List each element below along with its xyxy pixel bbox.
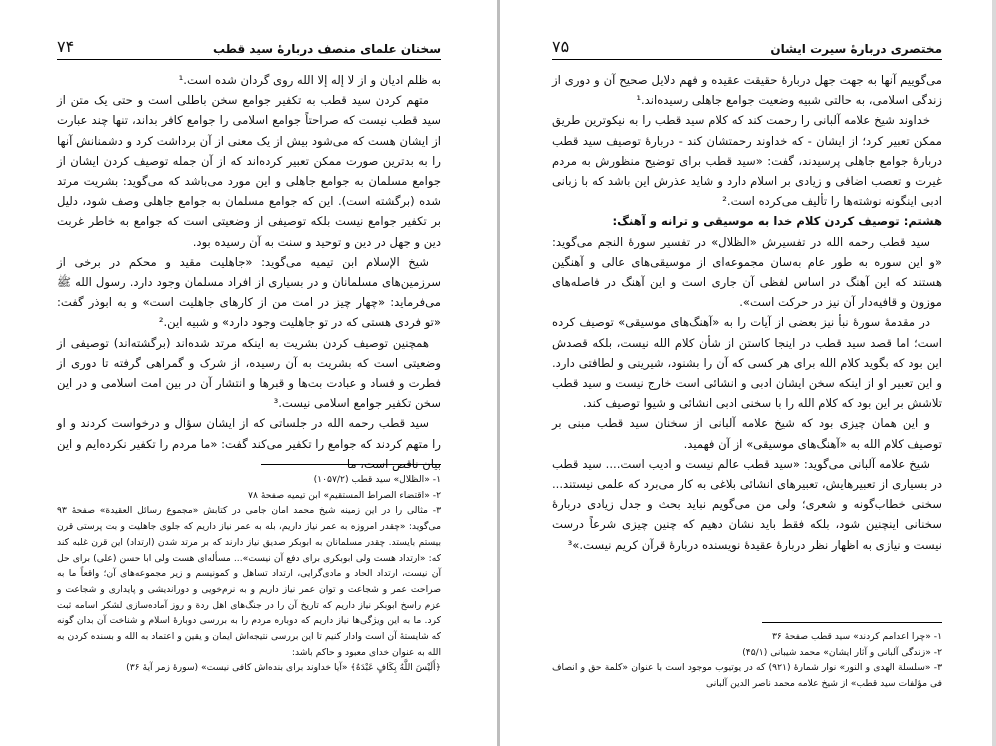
left-footnote-rule bbox=[261, 464, 441, 465]
right-page-body bbox=[552, 70, 942, 555]
paragraph: و این همان چیزی بود که شیخ علامه آلبانی از سخنان سید قطب مبنی بر توصیف کلام الله به «آهنگ‌های موسیقی» از آن فهمید. bbox=[552, 416, 942, 451]
footnote: ﴿أَلَيْسَ اللَّهُ بِكَافٍ عَبْدَهُ﴾ «آیا خداوند برای بنده‌اش کافی نیست» (سورۀ زمر آیۀ ۳۶) bbox=[126, 662, 441, 674]
right-header-rule bbox=[552, 59, 942, 60]
left-page-body bbox=[57, 70, 441, 474]
paragraph: سید قطب رحمه الله در تفسیرش «الظلال» در تفسیر سورۀ النجم می‌گوید: «و این سوره به طور عام به‌سان مجموعه‌ای از موسیقی‌های عالی و آهنگین هستند که این آهنگ در اساس لفظی آن جاری است و این آهنگ در فاصله‌های موزون و قافیه‌دار آن نیز در حرکت است». bbox=[552, 234, 942, 310]
right-page-number: ۷۵ bbox=[552, 37, 570, 56]
paragraph: شیخ الإسلام ابن تیمیه می‌گوید: «جاهلیت مقید و محکم در برخی از سرزمین‌های مسلمانان و در بسیاری از افراد مسلمان وجود دارد. رسول الله ﷺ می‌فرماید: «چهار چیز در امت من از کارهای جاهلیت است» و به ابوذر گفت: «تو فردی هستی که در تو جاهلیت وجود دارد» و شبیه این.² bbox=[57, 254, 441, 330]
footnote: ۳- «سلسلة الهدی و النور» نوار شمارۀ (۹۲۱) که در یوتیوب موجود است با عنوان «کلمة حق و انصاف فی مؤلفات سید قطب» از شیخ علامه محمد ناصر الدین آلبانی bbox=[552, 662, 942, 690]
paragraph: خداوند شیخ علامه آلبانی را رحمت کند که کلام سید قطب را به نیکوترین طریق ممکن تعبیر کرد؛ از ایشان - که خداوند رحمتشان کند - دربارۀ توصیف سید قطب دربارۀ جوامع جاهلی پرسیدند، گفت: «سید قطب برای توضیح منظورش به مردم غیرت و تعصب اضافی و زیادی بر اسلام دارد و شاید عذرش این باشد که با زبانی ادبی اینگونه نوشته‌ها را تألیف می‌کرده است.² bbox=[552, 113, 942, 209]
paragraph: شیخ علامه آلبانی می‌گوید: «سید قطب عالم نیست و ادیب است.... سید قطب در بسیاری از تعبیرهایش، تعبیرهای انشائی بلاغی به کار می‌برد که علمی نیستند... سخنی خطاب‌گونه و شعری؛ ولی من می‌گویم نباید بحث و جدل زیادی دربارۀ سخنانی اینچنین شود، بلکه فقط باید نشان دهیم که چنین چیزی شرعاً درست نیست و نیازی به اظهار نظر دربارۀ عقیدۀ نویسنده دربارۀ قرآن کریم نیست.»³ bbox=[552, 456, 942, 552]
paragraph: همچنین توصیف کردن بشریت به اینکه مرتد شده‌اند (برگشته‌اند) توصیفی از وضعیتی است که بشریت به آن رسیده، از شرک و گمراهی گرفته تا دوری از فطرت و فساد و عبادت بت‌ها و قبرها و انتشار آن در بین امت اسلامی و در این سخن تکفیر جوامع اسلامی نیست.³ bbox=[57, 335, 441, 411]
footnote: ۲- «اقتضاء الصراط المستقیم» ابن تیمیه صفحۀ ۷۸ bbox=[248, 489, 441, 501]
paragraph: سید قطب رحمه الله در جلساتی که از ایشان سؤال و درخواست کردند و او را متهم کردند که جوامع را تکفیر می‌کند گفت: «ما مردم را تکفیر نکرده‌ایم و این بیان ناقص است، ما bbox=[57, 416, 441, 471]
right-footnote-rule bbox=[762, 622, 942, 623]
left-page bbox=[0, 0, 497, 746]
right-page-header-title: مختصری دربارۀ سیرت ایشان bbox=[770, 42, 942, 56]
paragraph: در مقدمۀ سورۀ نبأ نیز بعضی از آیات را به «آهنگ‌های موسیقی» توصیف کرده است؛ اما قصد سید قطب در اینجا کاستن از شأن کلام الله نیست، بلکه قصدش این بود که بگوید کلام الله برای هر کسی که آن را بشنود، شیرینی و لطافتی دارد. و این تعبیر او از اینکه سخن ایشان ادبی و انشائی است خارج نیست و سید قطب تلاشش بر این بود که کلام الله را با سخنی ادبی انشائی و شیوا توصیف کند. bbox=[552, 315, 942, 411]
right-footnotes bbox=[552, 629, 942, 692]
right-page-header bbox=[552, 36, 942, 56]
footnote: ۲- «زندگی آلبانی و آثار ایشان» محمد شیبانی (۴۵/۱) bbox=[742, 646, 942, 658]
paragraph: به ظلم ادیان و از لا إله إلا الله روی گردان شده است.¹ bbox=[178, 73, 441, 87]
right-page bbox=[500, 0, 996, 746]
left-footnotes bbox=[57, 472, 441, 676]
left-page-header bbox=[57, 36, 441, 56]
left-header-rule bbox=[57, 59, 441, 60]
section-heading: هشتم: توصیف کردن کلام خدا به موسیقی و ترانه و آهنگ: bbox=[612, 214, 942, 229]
left-page-number: ۷۴ bbox=[57, 37, 75, 56]
paragraph: می‌گوییم آنها به جهت جهل دربارۀ حقیقت عقیده و فهم دلایل صحیح آن و دوری از زندگی اسلامی، به حالتی شبیه وضعیت جوامع جاهلی رسیده‌اند.¹ bbox=[552, 73, 942, 108]
footnote: ۱- «الظلال» سید قطب (۱۰۵۷/۲) bbox=[313, 474, 441, 485]
left-page-header-title: سخنان علمای منصف دربارۀ سید قطب bbox=[212, 42, 441, 56]
footnote: ۳- مثالی را در این زمینه شیخ محمد امان جامی در کتابش «مجموع رسائل العقیدة» صفحۀ ۹۳ می‌گوید: «چقدر امروزه به عمر نیاز داریم، بله به عمر نیاز داریم که جلوی جاهلیت و بت پرستی قرن بیستم بایستد. چقدر مسلمانان به ابوبکر صدیق نیاز دارند که بر مرتد شدن (ارتداد) این قرن غلبه کند که: «ارتداد هست ولی ابوبکری برای دفع آن نیست»... مسأله‌ای هست ولی ابا حسن (علی) برای حل آن نیست، ارتداد الحاد و مادی‌گرایی، ارتداد تساهل و کمونیسم و زیر مجموعه‌های آن؛ واقعاً ما به صراحت عمر و شجاعت و توان عمر نیاز داریم و به نرم‌خویی و دوراندیشی و پایداری و شجاعت و عزم راسخ ابوبکر نیاز داریم که تاریخ آن را در جنگ‌های اهل ردة و روز آماده‌سازی لشکر اسامه ثبت کرد. ما به این ویژگی‌ها نیاز داریم که دوباره مردم را به بررسی دوبارۀ اسلام و شناخت آن بدان گونه که شایستۀ آن است وادار کنیم تا این بررسی نتیجه‌اش ایمان و یقین و اعتماد به الله و بسنده کردن به الله به عنوان خدای معبود و حاکم باشد: bbox=[57, 505, 441, 658]
page-edge-right bbox=[992, 0, 996, 746]
footnote: ۱- «چرا اعدامم کردند» سید قطب صفحۀ ۳۶ bbox=[771, 631, 942, 642]
paragraph: متهم کردن سید قطب به تکفیر جوامع سخن باطلی است و حتی یک متن از سید قطب نیست که صراحتاً جوامع اسلامی را جوامع کافر بداند، تنها چند عبارت از ایشان هست که می‌شود بیش از یک معنی از آن برداشت کرد و دشمنانش آنها را به بدترین صورت ممکن تعبیر کرده‌اند که از آن جمله توصیف کردن ایشان از جوامع مسلمان به جوامع جاهلی و این مورد می‌باشد که می‌گوید: بشریت مرتد شده (برگشته است). این که جوامع مسلمان به جوامع جاهلی وصف شود، دلیل بر تکفیر جوامع نیست بلکه توصیفی از وضعیتی است که جوامع به خاطر غربت دین و جهل در دین و توحید و سنت به آن رسیده بود. bbox=[57, 93, 441, 249]
